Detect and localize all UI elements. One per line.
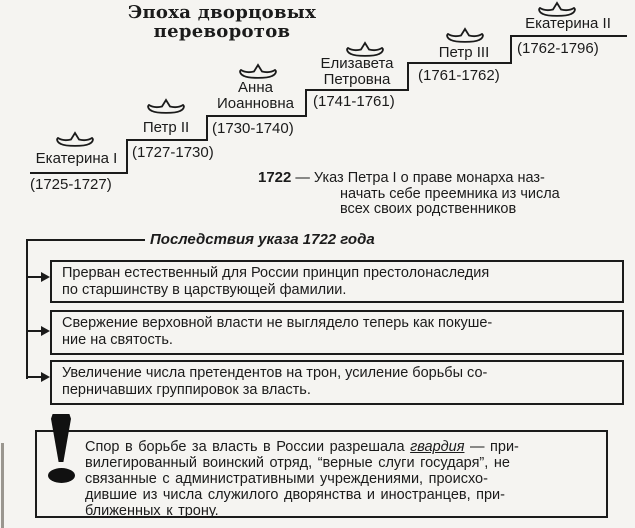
ruler-dates: (1727-1730) <box>132 144 214 161</box>
ruler-name: Екатерина I <box>35 150 118 167</box>
ruler-dates: (1762-1796) <box>517 40 599 57</box>
ruler-name: Петр III <box>438 44 490 61</box>
step-line-3 <box>207 115 307 117</box>
note-line: вилегированный воинский отряд, “верные слуги государя”, не <box>85 455 510 471</box>
note-line: дившие из числа служилого дворянства и иностранцев, при- <box>85 487 505 503</box>
ruler-dates: (1741-1761) <box>313 93 395 110</box>
ruler-dates: (1761-1762) <box>418 67 500 84</box>
step-line-4 <box>306 89 409 91</box>
crown-icon <box>445 26 485 44</box>
step-riser-1 <box>126 139 128 174</box>
ruler-dates: (1730-1740) <box>212 120 294 137</box>
step-line-2 <box>127 139 208 141</box>
decree-line-1: 1722 — Указ Петра I о праве монарха наз- <box>258 169 545 186</box>
note-line: связанные с административными учреждениями, происхо- <box>85 471 488 487</box>
box-line: ние на святость. <box>62 332 173 348</box>
step-riser-3 <box>305 89 307 117</box>
box-line: перничавших группировок за власть. <box>62 382 311 398</box>
exclamation-icon <box>48 468 75 483</box>
crown-icon <box>146 97 186 115</box>
step-line-6 <box>511 35 627 37</box>
guard-term: гвардия <box>410 439 465 455</box>
step-riser-2 <box>206 115 208 141</box>
ruler-name: Петр II <box>142 119 190 136</box>
guard-note-box <box>35 430 608 518</box>
guard-note-text <box>85 439 600 519</box>
decree-year: 1722 <box>258 169 292 186</box>
step-riser-4 <box>407 62 409 91</box>
ruler-name: Екатерина II <box>525 15 611 32</box>
step-line-5 <box>408 62 512 64</box>
box-line: Свержение верховной власти не выглядело теперь как покуше- <box>62 315 493 331</box>
box-line: по старшинству в царствующей фамилии. <box>62 282 347 298</box>
box-line: Прерван естественный для России принцип престолонаследия <box>62 265 490 281</box>
consequence-box-2 <box>50 310 624 355</box>
arrow-icon <box>41 272 50 282</box>
crown-icon <box>238 62 278 80</box>
arrow-icon <box>41 372 50 382</box>
ruler-name: Анна Иоанновна <box>217 79 294 112</box>
box-line: Увеличение числа претендентов на трон, усиление борьбы со- <box>62 365 488 381</box>
ruler-dates: (1725-1727) <box>30 176 112 193</box>
connector-line <box>27 239 145 241</box>
decree-line-2: начать себе преемника из числа <box>340 185 560 202</box>
note-line: ближенных к трону. <box>85 503 219 519</box>
page-edge-artifact <box>1 443 4 528</box>
consequences-title: Последствия указа 1722 года <box>150 231 375 248</box>
consequence-box-1 <box>50 260 624 303</box>
connector-trunk <box>26 239 28 379</box>
arrow-icon <box>41 326 50 336</box>
page-title: Эпоха дворцовых переворотов <box>127 2 317 42</box>
decree-note <box>258 170 623 218</box>
crown-icon <box>55 130 95 148</box>
step-line-1 <box>30 172 127 174</box>
step-riser-5 <box>510 35 512 64</box>
note-line: Спор в борьбе за власть в России разрешала гвардия — при- <box>85 439 519 455</box>
consequence-box-3 <box>50 360 624 405</box>
decree-line-3: всех своих родственников <box>340 201 517 217</box>
ruler-name: Елизавета Петровна <box>320 55 394 88</box>
